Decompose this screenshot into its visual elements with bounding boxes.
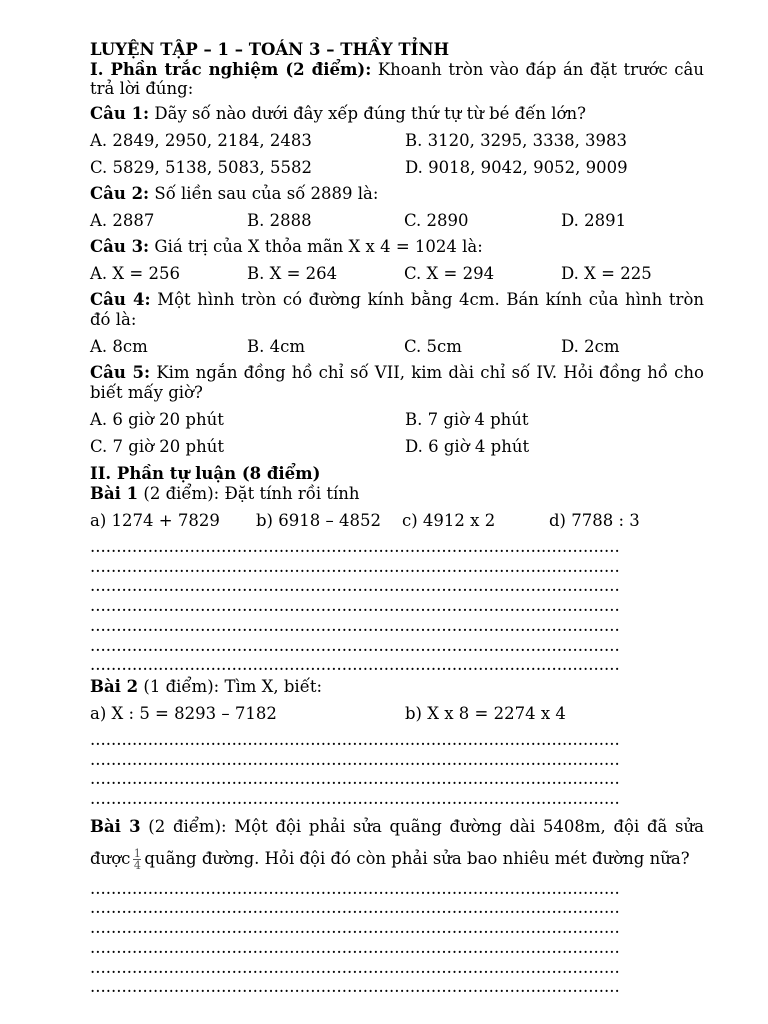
question-label: Câu 2:: [90, 184, 150, 203]
question-4: [90, 290, 704, 330]
question-2: [90, 184, 704, 204]
answer-area-3[interactable]: [90, 879, 704, 997]
option-b[interactable]: B. 7 giờ 4 phút: [405, 410, 529, 429]
exercise-item-b: b) 6918 – 4852: [256, 511, 381, 530]
option-b[interactable]: B. 4cm: [247, 337, 305, 356]
exercise-item-b: b) X x 8 = 2274 x 4: [405, 703, 566, 723]
exercise-label: Bài 2: [90, 676, 139, 696]
fraction-denominator: 4: [133, 858, 141, 872]
dotted-line: .....................................................................................................: [90, 749, 620, 769]
exercise-text: (2 điểm): Một đội phải sửa quãng đường dài 5408m, đội đã sửa được: [90, 816, 704, 868]
dotted-line: .....................................................................................................: [90, 977, 620, 997]
option-a[interactable]: A. 2849, 2950, 2184, 2483: [90, 131, 312, 150]
dotted-line: .....................................................................................................: [90, 957, 620, 977]
option-c[interactable]: C. 7 giờ 20 phút: [90, 437, 224, 456]
fraction: [133, 848, 141, 871]
exercise-item-d: d) 7788 : 3: [549, 511, 640, 530]
option-d[interactable]: D. X = 225: [561, 264, 652, 283]
question-1: [90, 104, 704, 124]
dotted-line: .....................................................................................................: [90, 769, 620, 789]
question-1-options-row-1: [90, 131, 704, 151]
option-d[interactable]: D. 2cm: [561, 337, 620, 356]
part1-instruction: Khoanh tròn vào đáp án đặt trước câu trả lời đúng:: [90, 60, 704, 98]
question-label: Câu 5:: [90, 363, 151, 382]
question-text: Giá trị của X thỏa mãn X x 4 = 1024 là:: [149, 237, 483, 256]
dotted-line: .....................................................................................................: [90, 576, 620, 596]
question-label: Câu 3:: [90, 237, 150, 256]
dotted-line: .....................................................................................................: [90, 918, 620, 938]
option-c[interactable]: C. 2890: [404, 211, 469, 230]
exercise-1: [90, 484, 704, 504]
question-label: Câu 1:: [90, 104, 150, 123]
question-2-options: [90, 211, 704, 231]
dotted-line: .....................................................................................................: [90, 655, 620, 675]
exercise-text-continued: quãng đường. Hỏi đội đó còn phải sửa bao nhiêu mét đường nữa?: [144, 848, 690, 868]
question-1-options-row-2: [90, 158, 704, 178]
exercise-item-a: a) 1274 + 7829: [90, 511, 220, 530]
part2-heading: II. Phần tự luận (8 điểm): [90, 464, 321, 483]
dotted-line: .....................................................................................................: [90, 789, 620, 809]
question-text: Kim ngắn đồng hồ chỉ số VII, kim dài chỉ số IV. Hỏi đồng hồ cho biết mấy giờ?: [90, 363, 704, 402]
dotted-line: .....................................................................................................: [90, 556, 620, 576]
option-a[interactable]: A. 6 giờ 20 phút: [90, 410, 224, 429]
dotted-line: .....................................................................................................: [90, 729, 620, 749]
part1-heading: I. Phần trắc nghiệm (2 điểm):: [90, 60, 372, 79]
question-text: Số liền sau của số 2889 là:: [149, 184, 379, 203]
exercise-3: [90, 811, 704, 875]
option-d[interactable]: D. 9018, 9042, 9052, 9009: [405, 158, 628, 177]
question-5-options-row-1: [90, 410, 704, 430]
option-b[interactable]: B. X = 264: [247, 264, 338, 283]
dotted-line: .....................................................................................................: [90, 898, 620, 918]
option-c[interactable]: C. 5829, 5138, 5083, 5582: [90, 158, 312, 177]
question-5-options-row-2: [90, 437, 704, 457]
option-a[interactable]: A. 2887: [90, 211, 155, 230]
dotted-line: .....................................................................................................: [90, 596, 620, 616]
dotted-line: .....................................................................................................: [90, 615, 620, 635]
dotted-line: .....................................................................................................: [90, 937, 620, 957]
option-d[interactable]: D. 2891: [561, 211, 627, 230]
exercise-item-c: c) 4912 x 2: [402, 511, 496, 530]
answer-area-2[interactable]: [90, 730, 704, 809]
dotted-line: .....................................................................................................: [90, 537, 620, 556]
dotted-line: .....................................................................................................: [90, 878, 620, 898]
question-label: Câu 4:: [90, 290, 151, 309]
exercise-label: Bài 3: [90, 816, 141, 836]
fraction-numerator: 1: [133, 846, 141, 860]
exercise-2-items: [90, 704, 704, 724]
option-d[interactable]: D. 6 giờ 4 phút: [405, 437, 530, 456]
exercise-text: (1 điểm): Tìm X, biết:: [138, 676, 323, 696]
question-3: [90, 237, 704, 257]
option-c[interactable]: C. 5cm: [404, 337, 462, 356]
exercise-1-items: [90, 511, 704, 531]
option-a[interactable]: A. 8cm: [90, 337, 148, 356]
part1-header: [90, 60, 704, 98]
question-text: Một hình tròn có đường kính bằng 4cm. Bán kính của hình tròn đó là:: [90, 290, 704, 329]
option-c[interactable]: C. X = 294: [404, 264, 495, 283]
option-b[interactable]: B. 3120, 3295, 3338, 3983: [405, 131, 628, 150]
worksheet-page: [90, 40, 704, 997]
question-5: [90, 363, 704, 403]
option-a[interactable]: A. X = 256: [90, 264, 180, 283]
exercise-item-a: a) X : 5 = 8293 – 7182: [90, 703, 277, 723]
page-title: LUYỆN TẬP – 1 – TOÁN 3 – THẦY TỈNH: [90, 40, 450, 59]
question-text: Dãy số nào dưới đây xếp đúng thứ tự từ bé đến lớn?: [149, 104, 586, 123]
exercise-2: [90, 677, 704, 697]
option-b[interactable]: B. 2888: [247, 211, 312, 230]
question-4-options: [90, 337, 704, 357]
answer-area-1[interactable]: [90, 537, 704, 675]
question-3-options: [90, 264, 704, 284]
exercise-label: Bài 1: [90, 484, 139, 503]
dotted-line: .....................................................................................................: [90, 635, 620, 655]
exercise-text: (2 điểm): Đặt tính rồi tính: [138, 484, 360, 503]
